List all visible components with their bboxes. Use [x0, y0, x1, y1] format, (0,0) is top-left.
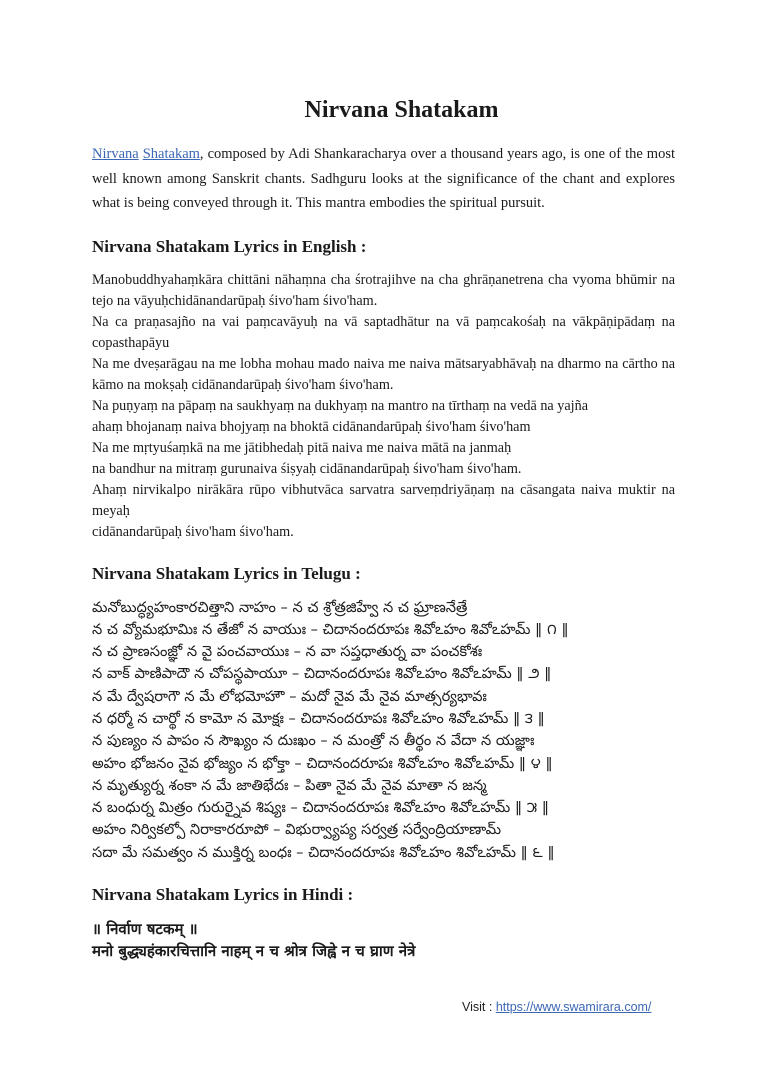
- shatakam-link[interactable]: Shatakam: [142, 146, 200, 162]
- telugu-line: న బంధుర్న మిత్రం గురుర్నైవ శిష్యః – చిదానందరూపః శివోఽహం శివోఽహమ్ ‖ ౫ ‖: [92, 799, 550, 817]
- english-line: Na me dveṣarāgau na me lobha mohau mado naiva me naiva mātsaryabhāvaḥ na dharmo na cārtho na kāmo na mokṣaḥ cidānandarūpaḥ śivo'ham śivo'ham.: [92, 355, 675, 393]
- english-line: ahaṃ bhojanaṃ naiva bhojyaṃ na bhoktā cidānandarūpaḥ śivo'ham śivo'ham: [92, 418, 531, 435]
- telugu-lyrics: [92, 597, 675, 865]
- visit-label: Visit :: [462, 1000, 496, 1014]
- telugu-line: న పుణ్యం న పాపం న సౌఖ్యం న దుఃఖం – న మంత్రో న తీర్థం న వేదా న యజ్ఞాః: [92, 732, 535, 750]
- hindi-line: मनो बुद्ध्यहंकारचित्तानि नाहम् न च श्रोत्र जिह्वे न च घ्राण नेत्रे: [92, 942, 416, 961]
- visit-footer: [462, 1000, 677, 1014]
- telugu-line: న చ వ్యోమభూమిః న తేజో న వాయుః – చిదానందరూపః శివోఽహం శివోఽహమ్ ‖ ౧ ‖: [92, 620, 569, 638]
- telugu-line: న ధర్మో న చార్థో న కామో న మోక్షః – చిదానందరూపః శివోఽహం శివోఽహమ్ ‖ ౩ ‖: [92, 709, 545, 727]
- intro-paragraph: [92, 142, 675, 216]
- english-line: Na ca praṇasajño na vai paṃcavāyuḥ na vā saptadhātur na vā paṃcakośaḥ na vākpāṇipādaṃ na copasthapāyu: [92, 313, 675, 351]
- english-lyrics: [92, 270, 675, 543]
- telugu-line: న మృత్యుర్న శంకా న మే జాతిభేదః – పితా నైవ మే నైవ మాతా న జన్మ: [92, 776, 487, 794]
- intro-text: , composed by Adi Shankaracharya over a thousand years ago, is one of the most well known among Sanskrit chants. Sadhguru looks at the significance of the chant and explores what is being conveyed through it. This mantra embodies the spiritual pursuit.: [92, 146, 676, 211]
- telugu-line: న మే ద్వేషరాగౌ న మే లోభమోహౌ – మదో నైవ మే నైవ మాత్సర్యభావః: [92, 687, 487, 705]
- english-heading: Nirvana Shatakam Lyrics in English :: [92, 236, 367, 256]
- telugu-line: సదా మే సమత్వం న ముక్తిర్న బంధః – చిదానందరూపః శివోఽహం శివోఽహమ్ ‖ ౬ ‖: [92, 843, 555, 861]
- english-line: cidānandarūpaḥ śivo'ham śivo'ham.: [92, 523, 294, 540]
- english-line: na bandhur na mitraṃ gurunaiva śiṣyaḥ cidānandarūpaḥ śivo'ham śivo'ham.: [92, 460, 522, 477]
- document-body: [92, 96, 675, 962]
- hindi-heading: Nirvana Shatakam Lyrics in Hindi :: [92, 885, 354, 905]
- hindi-lyrics: [92, 918, 675, 962]
- page-title: Nirvana Shatakam: [304, 97, 499, 123]
- english-line: Na me mṛtyuśaṃkā na me jātibhedaḥ pitā naiva me naiva mātā na janmaḥ: [92, 439, 512, 456]
- telugu-line: అహం భోజనం నైవ భోజ్యం న భోక్తా – చిదానందరూపః శివోఽహం శివోఽహమ్ ‖ ౪ ‖: [92, 754, 553, 772]
- hindi-line: ॥ निर्वाण षटकम् ॥: [92, 920, 198, 939]
- telugu-line: న వాక్ పాణిపాదౌ న చోపస్థపాయూ – చిదానందరూపః శివోఽహం శివోఽహమ్ ‖ ౨ ‖: [92, 665, 552, 683]
- telugu-line: న చ ప్రాణసంజ్ఞో న వై పంచవాయుః – న వా సప్తధాతుర్న వా పంచకోశః: [92, 643, 483, 661]
- telugu-line: అహం నిర్వికల్పో నిరాకారరూపో – విభుర్వ్యాప్య సర్వత్ర సర్వేంద్రియాణామ్: [92, 821, 502, 839]
- english-line: Ahaṃ nirvikalpo nirākāra rūpo vibhutvāca sarvatra sarveṃdriyāṇaṃ na cāsangata naiva muktir na meyaḥ: [92, 481, 675, 519]
- nirvana-link[interactable]: Nirvana: [92, 146, 139, 162]
- telugu-line: మనోబుద్ధ్యహంకారచిత్తాని నాహం – న చ శ్రోత్రజిహ్వే న చ ఘ్రాణనేత్రే: [92, 598, 468, 616]
- website-link[interactable]: https://www.swamirara.com/: [495, 1000, 652, 1014]
- english-line: Manobuddhyahaṃkāra chittāni nāhaṃna cha śrotrajihve na cha ghrāṇanetrena cha vyoma bhūmir na tejo na vāyuḥchidānandarūpaḥ śivo'ham śivo'ham.: [92, 271, 675, 309]
- telugu-heading: Nirvana Shatakam Lyrics in Telugu :: [92, 563, 361, 583]
- english-line: Na puṇyaṃ na pāpaṃ na saukhyaṃ na dukhyaṃ na mantro na tīrthaṃ na vedā na yajña: [92, 397, 589, 414]
